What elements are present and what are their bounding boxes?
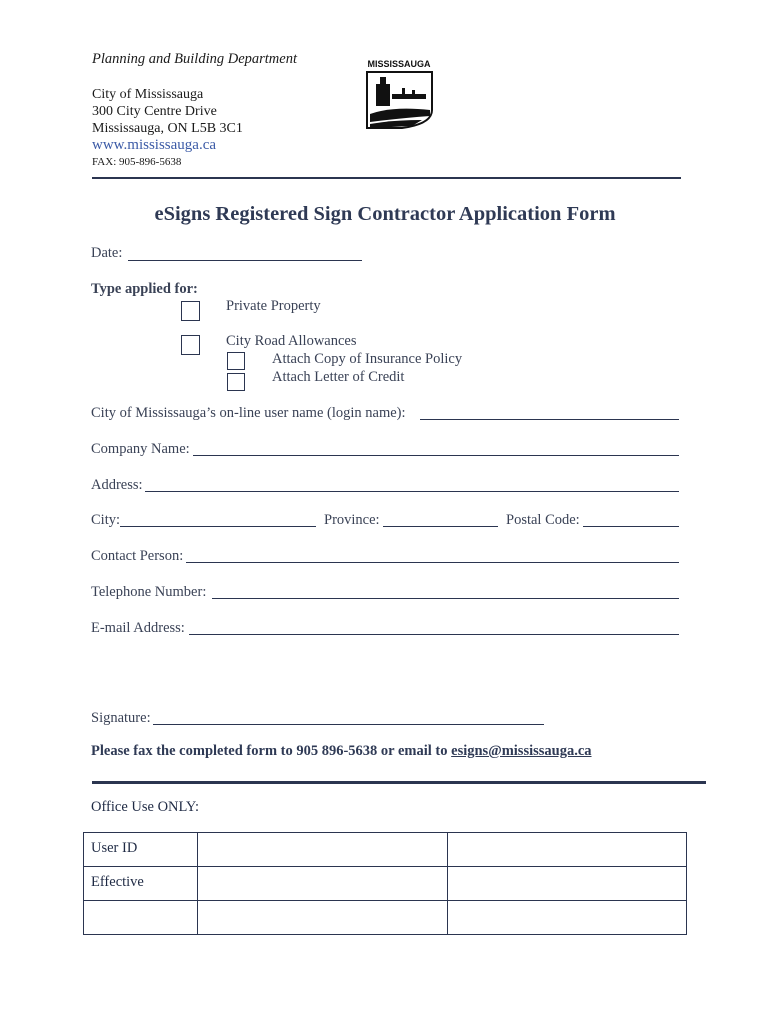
company-label: Company Name: [91, 441, 190, 457]
address-block [92, 86, 243, 171]
telephone-field[interactable] [212, 598, 679, 599]
city-field[interactable] [120, 526, 316, 527]
telephone-label: Telephone Number: [91, 584, 207, 600]
department-name: Planning and Building Department [92, 51, 297, 67]
header-divider [92, 177, 681, 179]
signature-label: Signature: [91, 710, 151, 726]
logo-text: MISSISSAUGA [367, 59, 431, 69]
contact-label: Contact Person: [91, 548, 184, 564]
table-cell: Effective [84, 867, 198, 901]
date-label: Date: [91, 245, 123, 261]
office-use-table [83, 832, 687, 935]
address-line: 300 City Centre Drive [92, 104, 217, 119]
private-property-label: Private Property [226, 298, 321, 314]
table-row [84, 901, 687, 935]
email-field[interactable] [189, 634, 679, 635]
page-title: eSigns Registered Sign Contractor Application Form [154, 203, 616, 225]
city-label: City: [91, 512, 121, 528]
table-row [84, 867, 687, 901]
postal-code-field[interactable] [583, 526, 679, 527]
table-cell: User ID [84, 833, 198, 867]
insurance-checkbox[interactable] [227, 352, 245, 370]
table-cell[interactable] [448, 833, 687, 867]
contact-email-link[interactable]: esigns@mississauga.ca [451, 743, 592, 759]
table-cell[interactable] [198, 833, 448, 867]
province-label: Province: [324, 512, 380, 528]
submission-instructions [91, 743, 592, 760]
insurance-label: Attach Copy of Insurance Policy [272, 351, 463, 367]
address-label: Address: [91, 477, 143, 493]
table-cell [84, 901, 198, 935]
signature-field[interactable] [153, 724, 544, 725]
letter-credit-label: Attach Letter of Credit [272, 369, 405, 385]
type-applied-label: Type applied for: [91, 281, 198, 297]
username-label: City of Mississauga’s on-line user name (login name): [91, 405, 406, 421]
email-label: E-mail Address: [91, 620, 185, 636]
submission-text: Please fax the completed form to 905 896-5638 or email to [91, 743, 452, 759]
postal-code-label: Postal Code: [506, 512, 580, 528]
section-divider [92, 781, 706, 784]
address-field[interactable] [145, 491, 679, 492]
address-line: Mississauga, ON L5B 3C1 [92, 121, 243, 136]
province-field[interactable] [383, 526, 498, 527]
company-field[interactable] [193, 455, 679, 456]
table-cell[interactable] [198, 867, 448, 901]
fax-number: FAX: 905-896-5638 [92, 156, 182, 168]
city-road-checkbox[interactable] [181, 335, 200, 355]
office-use-heading: Office Use ONLY: [91, 799, 200, 815]
website-link[interactable]: www.mississauga.ca [92, 137, 217, 153]
date-field[interactable] [128, 260, 362, 261]
table-row [84, 833, 687, 867]
city-road-label: City Road Allowances [226, 333, 357, 349]
private-property-checkbox[interactable] [181, 301, 200, 321]
contact-field[interactable] [186, 562, 679, 563]
table-cell[interactable] [448, 867, 687, 901]
letter-credit-checkbox[interactable] [227, 373, 245, 391]
table-cell[interactable] [198, 901, 448, 935]
mississauga-logo [362, 58, 436, 132]
username-field[interactable] [420, 419, 679, 420]
address-line: City of Mississauga [92, 87, 204, 102]
table-cell[interactable] [448, 901, 687, 935]
